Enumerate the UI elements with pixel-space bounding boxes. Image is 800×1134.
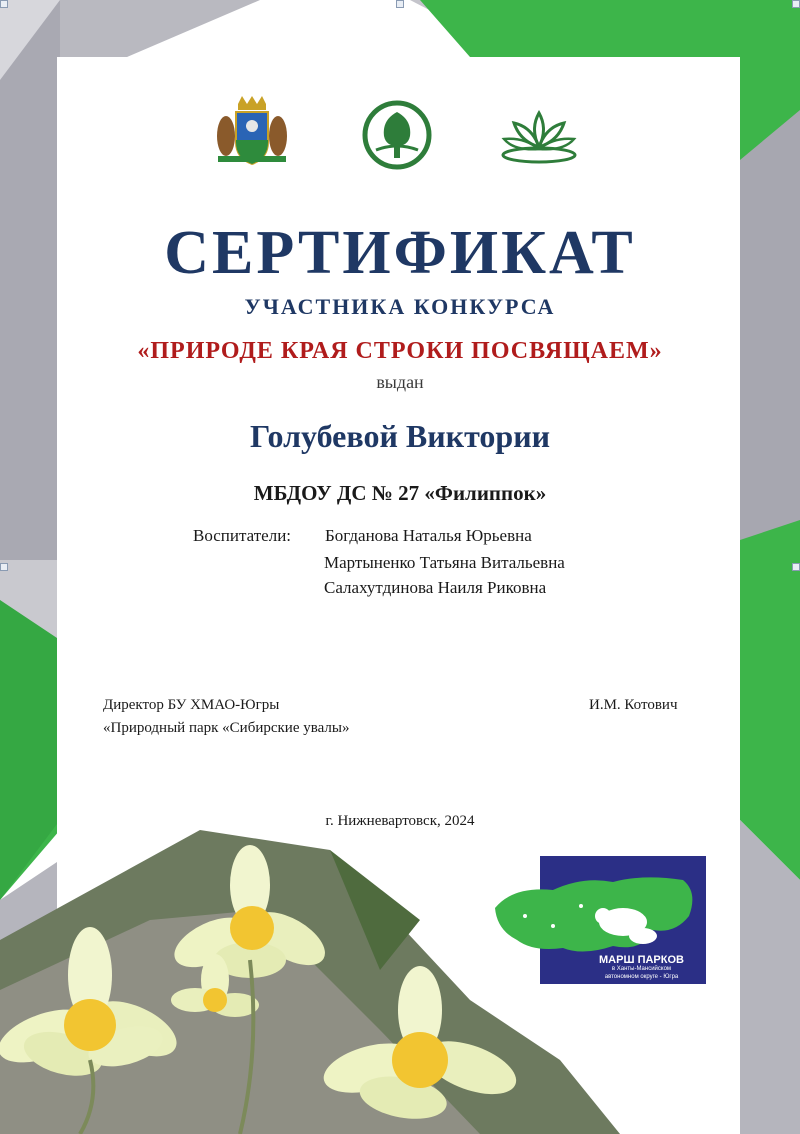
- resize-handle[interactable]: [396, 0, 404, 8]
- coat-of-arms-icon: [214, 96, 290, 168]
- resize-handle[interactable]: [792, 0, 800, 8]
- issued-label: выдан: [376, 372, 424, 392]
- certificate-subtitle: УЧАСТНИКА КОНКУРСА: [244, 294, 556, 319]
- contest-name: «ПРИРОДЕ КРАЯ СТРОКИ ПОСВЯЩАЕМ»: [137, 338, 663, 364]
- marsh-parkov-title: МАРШ ПАРКОВ: [599, 954, 684, 966]
- certificate-title: СЕРТИФИКАТ: [164, 219, 636, 287]
- city-year: г. Нижневартовск, 2024: [325, 813, 475, 829]
- organization-name: МБДОУ ДС № 27 «Филиппок»: [253, 481, 547, 505]
- signature-name: И.М. Котович: [589, 697, 678, 713]
- resize-handle[interactable]: [792, 563, 800, 571]
- director-title: Директор БУ ХМАО-Югры: [103, 697, 280, 713]
- marsh-parkov-subtitle: в Ханты-Мансийском: [611, 966, 672, 972]
- park-tree-logo-icon: [362, 100, 432, 170]
- teacher-name: Мартыненко Татьяна Витальевна: [324, 553, 565, 572]
- lotus-logo-icon: [498, 105, 580, 165]
- resize-handle[interactable]: [0, 0, 8, 8]
- teacher-name: Салахутдинова Наиля Риковна: [324, 578, 547, 597]
- teachers-label: Воспитатели:: [193, 526, 292, 545]
- teacher-name: Богданова Наталья Юрьевна: [325, 526, 532, 545]
- marsh-parkov-logo: [493, 856, 706, 984]
- director-organization: «Природный парк «Сибирские увалы»: [103, 720, 350, 736]
- recipient-name: Голубевой Виктории: [249, 418, 551, 454]
- resize-handle[interactable]: [0, 563, 8, 571]
- marsh-parkov-subtitle: автономном округе - Югра: [604, 974, 679, 980]
